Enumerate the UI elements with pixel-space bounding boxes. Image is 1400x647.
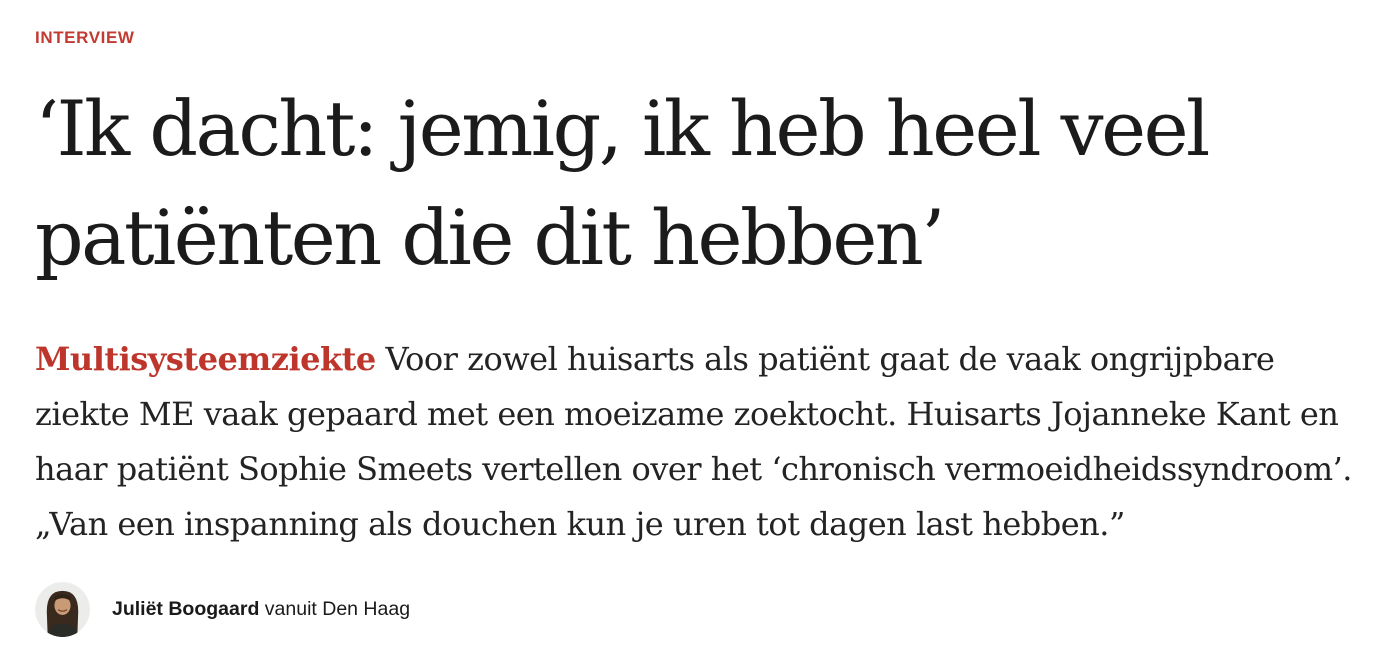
intro-text: Voor zowel huisarts als patiënt gaat de vaak ongrijpbare ziekte ME vaak gepaard met een moeizame zoektocht. Huisarts Jojanneke Kant en haar patiënt Sophie Smeets vertellen over het ‘chronisch vermoeidheidssyndroom’. „Van een inspanning als douchen kun je uren tot dagen last hebben.” [35,340,1352,543]
byline-author-name[interactable]: Juliët Boogaard [112,598,260,620]
byline-location: vanuit Den Haag [264,598,411,620]
byline [35,582,1365,637]
headline [35,74,1365,292]
headline-line-2: patiënten die dit hebben’ [35,193,943,282]
intro-topic-tag: Multisysteemziekte [35,340,376,378]
byline-text [112,598,410,621]
kicker-category-link[interactable]: INTERVIEW [35,28,135,47]
intro-paragraph [35,332,1365,552]
author-portrait-icon [35,582,90,637]
headline-line-1: ‘Ik dacht: jemig, ik heb heel veel [35,84,1208,173]
author-avatar[interactable] [35,582,90,637]
